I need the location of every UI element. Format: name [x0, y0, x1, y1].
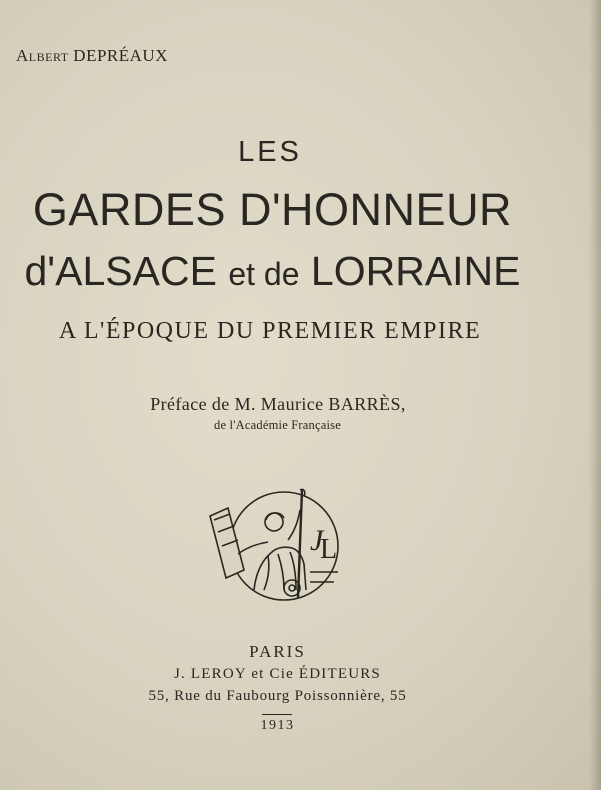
imprint-publisher: J. LEROY et Cie ÉDITEURS: [174, 666, 381, 682]
title-lorraine: LORRAINE: [310, 248, 521, 294]
author-name: Albert DEPRÉAUX: [16, 46, 168, 65]
imprint-city: PARIS: [249, 642, 306, 661]
imprint-year: 1913: [260, 718, 295, 733]
title-epoch: A L'ÉPOQUE DU PREMIER EMPIRE: [58, 318, 482, 344]
title-main: GARDES D'HONNEUR: [32, 184, 513, 235]
monogram-j: J: [310, 524, 324, 557]
preface-affiliation: de l'Académie Française: [214, 418, 341, 432]
title-line-les: LES: [238, 136, 302, 168]
title-et-de: et de: [228, 256, 300, 292]
title-alsace: d'ALSACE: [24, 248, 217, 294]
title-subtitle-regions: [0, 248, 545, 295]
preface-line: Préface de M. Maurice BARRÈS,: [150, 394, 406, 414]
publisher-vignette-icon: [206, 486, 346, 604]
imprint-address: 55, Rue du Faubourg Poissonnière, 55: [148, 688, 407, 704]
imprint-divider: [262, 714, 292, 715]
monogram-l: L: [320, 534, 338, 565]
